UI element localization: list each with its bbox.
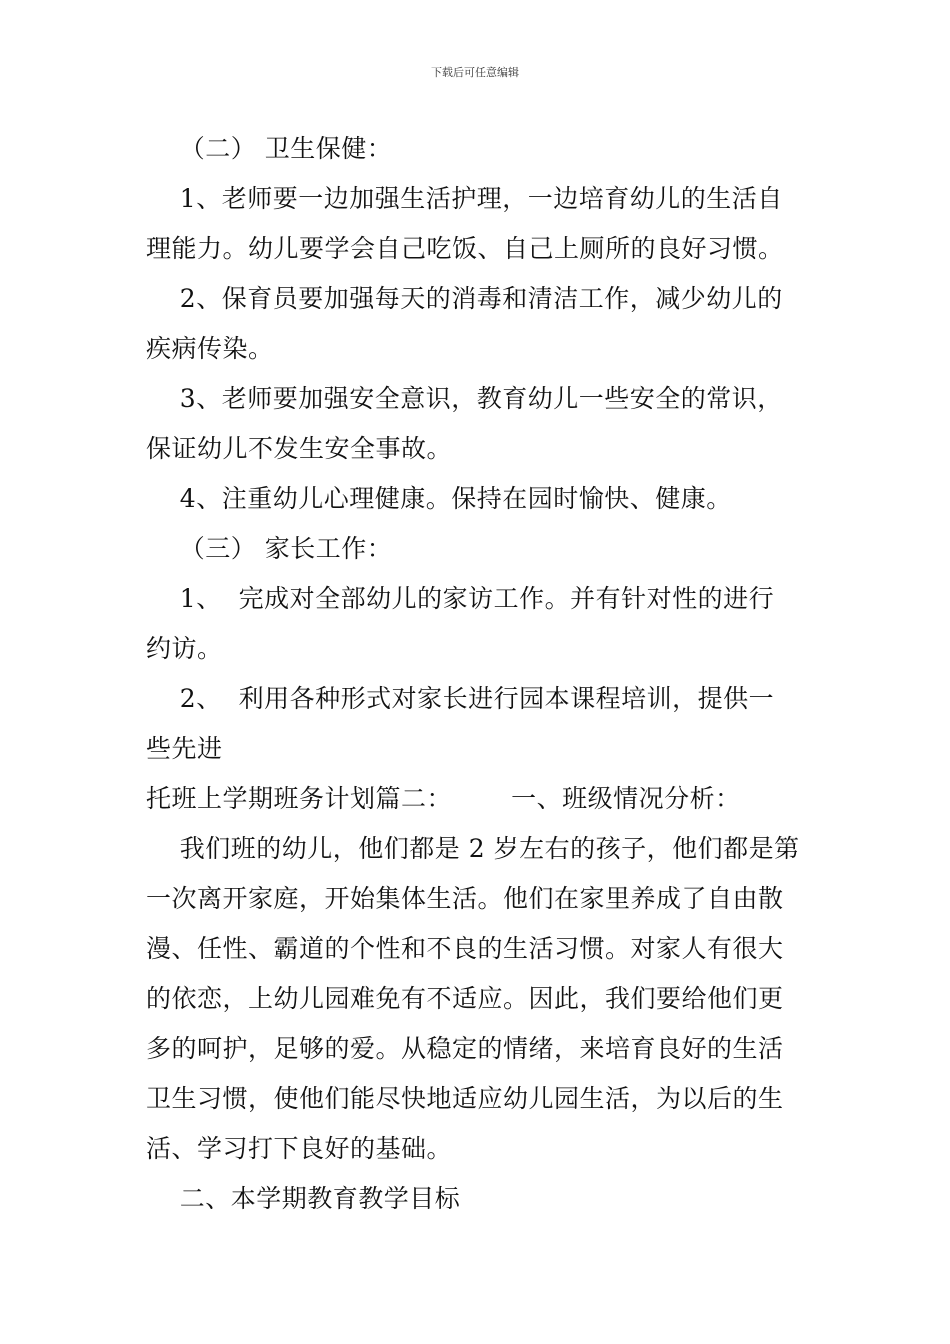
paragraph-line: 我们班的幼儿，他们都是 2 岁左右的孩子，他们都是第	[146, 834, 800, 863]
paragraph-line: 2、 利用各种形式对家长进行园本课程培训，提供一	[146, 684, 775, 713]
paragraph-line: 活、学习打下良好的基础。	[146, 1134, 453, 1163]
paragraph-line: 理能力。幼儿要学会自己吃饭、自己上厕所的良好习惯。	[146, 234, 784, 263]
paragraph-line: 的依恋，上幼儿园难免有不适应。因此，我们要给他们更	[146, 984, 784, 1013]
paragraph-line: 保证幼儿不发生安全事故。	[146, 434, 453, 463]
paragraph-line: 漫、任性、霸道的个性和不良的生活习惯。对家人有很大	[146, 934, 784, 963]
paragraph-line: 约访。	[146, 634, 223, 663]
paragraph-line: 些先进	[146, 734, 223, 763]
paragraph-line: 一次离开家庭，开始集体生活。他们在家里养成了自由散	[146, 884, 784, 913]
section-heading-part-two: 托班上学期班务计划篇二： 一、班级情况分析：	[146, 784, 741, 813]
page-header: 下载后可任意编辑	[431, 66, 519, 79]
section-heading-hygiene: （二） 卫生保健：	[146, 134, 393, 163]
paragraph-line: 4、注重幼儿心理健康。保持在园时愉快、健康。	[146, 484, 732, 513]
section-heading-goals: 二、本学期教育教学目标	[146, 1184, 461, 1213]
paragraph-line: 3、老师要加强安全意识，教育幼儿一些安全的常识，	[146, 384, 783, 413]
paragraph-line: 疾病传染。	[146, 334, 274, 363]
paragraph-line: 卫生习惯，使他们能尽快地适应幼儿园生活，为以后的生	[146, 1084, 784, 1113]
paragraph-line: 多的呵护，足够的爱。从稳定的情绪，来培育良好的生活	[146, 1034, 784, 1063]
paragraph-line: 1、 完成对全部幼儿的家访工作。并有针对性的进行	[146, 584, 775, 613]
paragraph-line: 2、保育员要加强每天的消毒和清洁工作，减少幼儿的	[146, 284, 783, 313]
paragraph-line: 1、老师要一边加强生活护理，一边培育幼儿的生活自	[146, 184, 783, 213]
section-heading-parents: （三） 家长工作：	[146, 534, 393, 563]
